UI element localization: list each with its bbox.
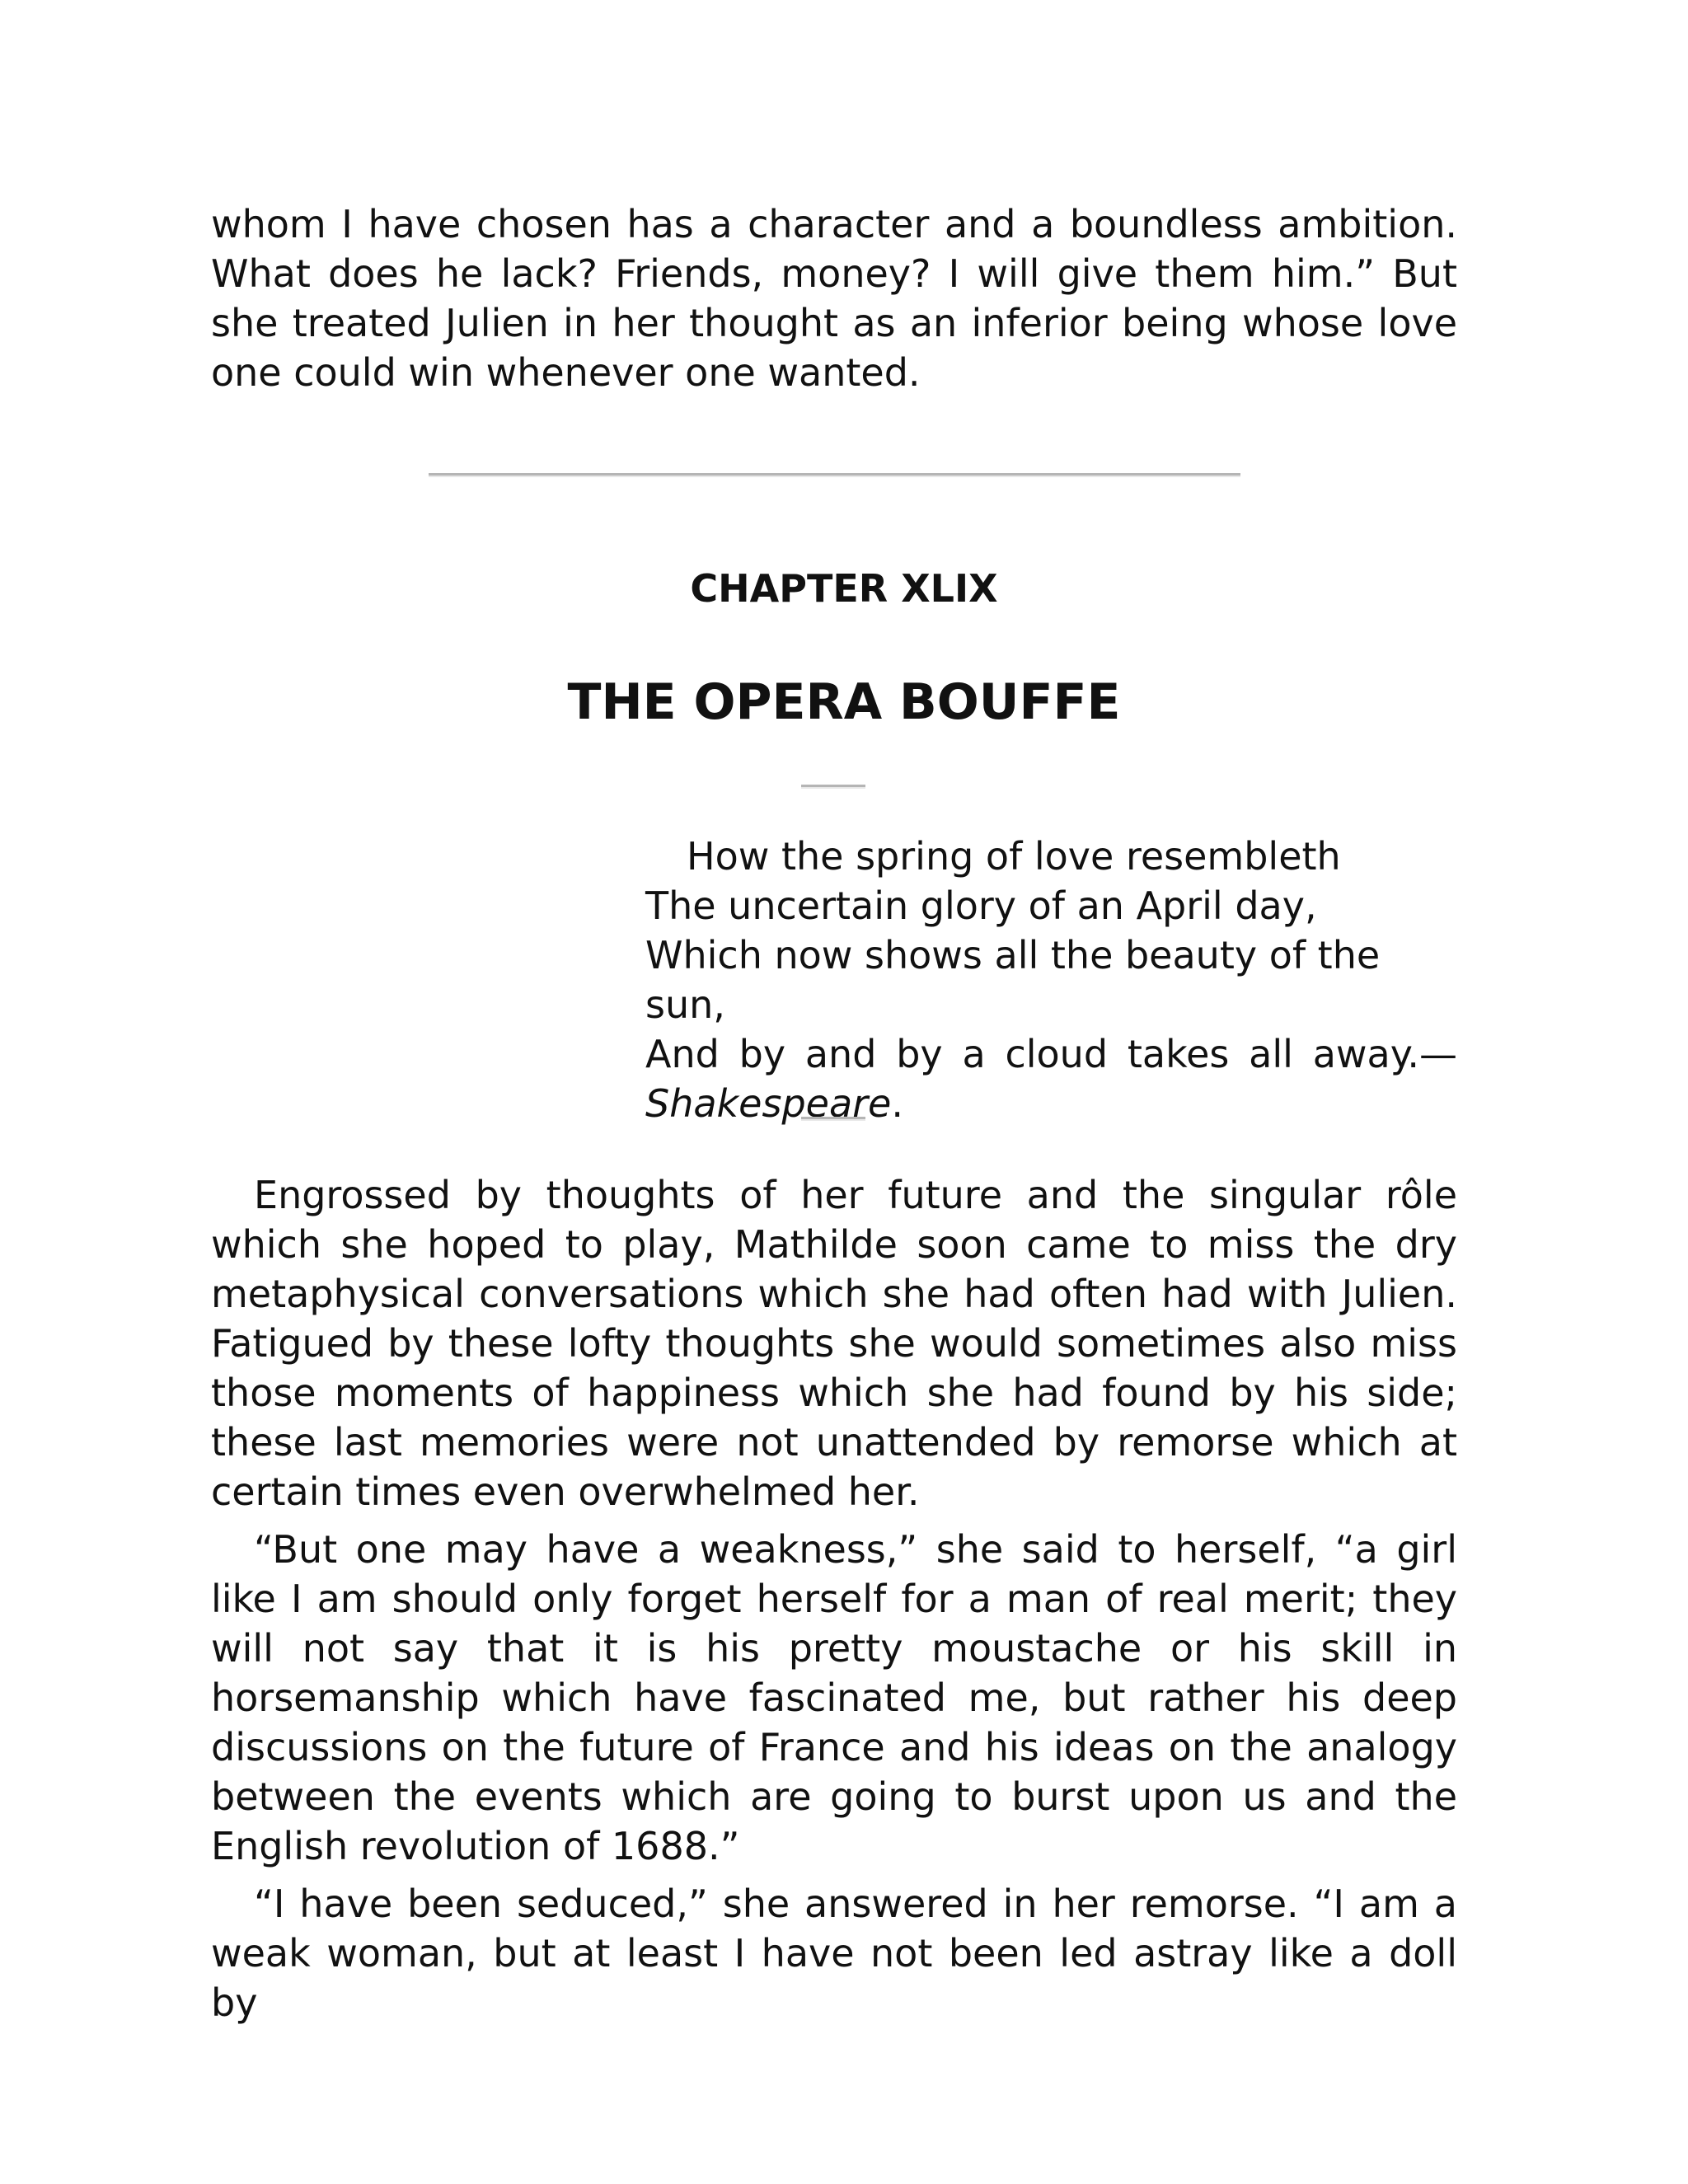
section-divider	[429, 473, 1240, 477]
epigraph-attribution	[645, 1079, 1457, 1128]
epigraph-attribution-name: Shakespeare	[645, 1081, 892, 1126]
chapter-title: THE OPERA BOUFFE	[567, 673, 1121, 731]
epigraph-line: Which now shows all the beauty of the sun,	[645, 933, 1381, 1027]
epigraph	[645, 832, 1457, 1128]
body-paragraph: “But one may have a weakness,” she said to herself, “a girl like I am should only forget herself for a man of real merit; they will not say that it is his pretty moustache or his skill in horsemanship which have fascinated me, but rather his deep discussions on the future of France and his ideas on the analogy between the events which are going to burst upon us and the English revolution of 1688.”	[211, 1527, 1457, 1868]
chapter-number: CHAPTER XLIX	[690, 566, 998, 611]
epigraph-line: The uncertain glory of an April day,	[645, 883, 1317, 928]
epigraph-line: How the spring of love resembleth	[687, 834, 1341, 879]
body-paragraph: Engrossed by thoughts of her future and the singular rôle which she hoped to play, Mathilde soon came to miss the dry metaphysical conversations which she had often had with Julien. Fatigued by these lofty thoughts she would sometimes also miss those moments of happiness which she had found by his side; these last memories were not unattended by remorse which at certain times even overwhelmed her.	[211, 1173, 1457, 1514]
epigraph-attribution-suffix: .	[891, 1081, 903, 1126]
body-paragraph: “I have been seduced,” she answered in her remorse. “I am a weak woman, but at least I have not been led astray like a doll by	[211, 1882, 1457, 2025]
epigraph-line: And by and by a cloud takes all away.—	[645, 1032, 1457, 1076]
epigraph-top-divider	[801, 785, 865, 789]
chapter-body	[211, 1170, 1457, 2027]
epigraph-bottom-divider	[801, 1117, 865, 1121]
opening-paragraph: whom I have chosen has a character and a boundless ambition. What does he lack? Friends, money? I will give them him.” But she treated Julien in her thought as an inferior being whose love one could win whenever one wanted.	[211, 202, 1457, 395]
